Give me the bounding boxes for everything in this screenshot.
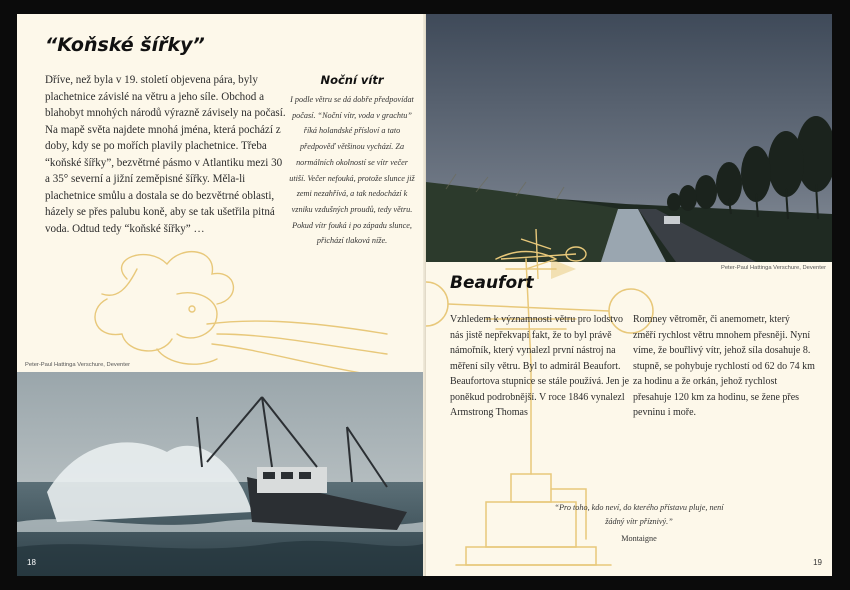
body-column-1: Vzhledem k významnosti větru pro lodstvo nás jistě nepřekvapí fakt, že to byl právě námořník, který vynalezl první nástroj na měření síly větru. Byl to admirál Beaufort. Beaufortova stupnice se stále používá. Jen je poněkud podrobnější. V roce 1846 vynalezl Armstrong Thomas bbox=[450, 314, 630, 418]
wind-god-sketch bbox=[67, 239, 397, 379]
page-title: “Koňské šířky” bbox=[45, 34, 205, 56]
body-column-2: Romney větroměr, či anemometr, který změří rychlost větru mnohem přesněji. Nyní víme, že bouřlivý vítr, jehož síla dosahuje 8. stupně, se pohybuje rychlostí od 62 do 74 km za hodinu a že orkán, jehož rychlost přesahuje 120 km za hodinu, se žene přes pevninu i moře. bbox=[633, 314, 815, 418]
page-number: 18 bbox=[27, 558, 36, 567]
section-title: Beaufort bbox=[450, 273, 534, 293]
quote-author: Montaigne bbox=[621, 534, 657, 543]
left-page bbox=[17, 14, 423, 576]
photo-credit-right: Peter-Paul Hattinga Verschure, Deventer bbox=[720, 265, 826, 271]
quote-text: “Pro toho, kdo neví, do kterého přístavu pluje, není žádný vítr příznivý.” bbox=[554, 503, 724, 526]
body-text: Dříve, než byla v 19. století objevena pára, byly plachetnice závislé na větru a jeho síle. Obchod a blahobyt mnohých národů výrazně závisely na počasí. Na mapě světa najdete mnohá jména, která pochází z doby, kdy se po mořích plavily plachetnice. Třeba “koňské šířky”, bezvětrné pásmo v Atlantiku mezi 30 a 35° severní a jižní zeměpisné šířky. Měla-li plachetnice smůlu a dostala se do bezvětrné oblasti, házely se přes palubu koně, aby se tak ušetřila pitná voda. Odtud tedy “koňské šířky” … bbox=[45, 74, 286, 235]
sidebar-text: I podle větru se dá dobře předpovídat počasí. “Noční vítr, voda v grachtu” říká holandské přísloví a tato předpověď většinou vychází. Za normálních okolností se vítr večer utiší. Večer nefouká, protože slunce již zemi nezahřívá, a tak nedochází k vzniku vzdušných proudů, tedy větru. Pokud vítr fouká i po západu slunce, přichází tlaková níže. bbox=[289, 95, 415, 246]
right-page bbox=[426, 14, 832, 576]
fishing-boat-photo bbox=[17, 372, 423, 576]
page-number-right: 19 bbox=[813, 558, 822, 567]
sidebar-title: Noční vítr bbox=[320, 73, 384, 87]
photo-credit: Peter-Paul Hattinga Verschure, Deventer bbox=[25, 362, 131, 368]
windswept-trees-photo bbox=[426, 14, 832, 262]
